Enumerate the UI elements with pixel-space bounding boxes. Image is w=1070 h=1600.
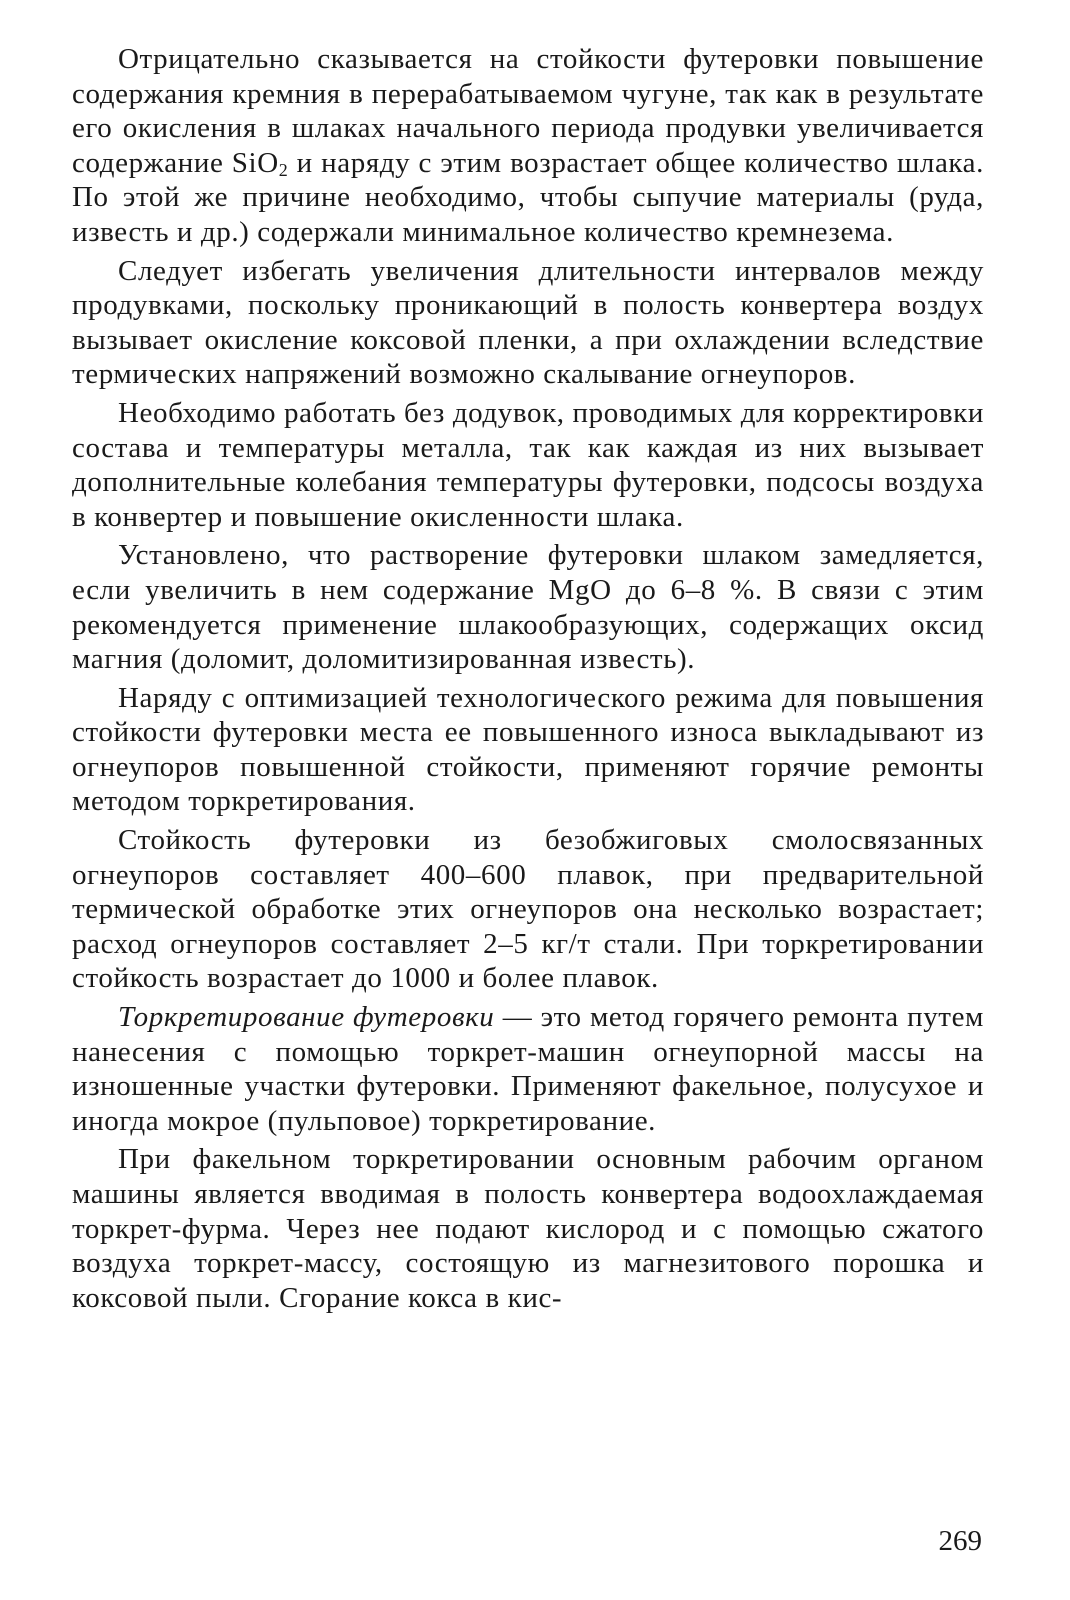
subscript: 2 bbox=[278, 159, 289, 180]
paragraph-text: При факельном торкретировании основным рабочим органом машины является вводимая в полость конвертера водоохлаждаемая торкрет-фурма. Через нее подают кислород и с помощью сжатого воздуха торкрет-массу, состоящую из магнезитового порошка и коксовой пыли. Сгорание кокса в кис- bbox=[72, 1143, 984, 1314]
paragraph-text: Установлено, что растворение футеровки шлаком замедляется, если увеличить в нем содержание MgO до 6–8 %. В связи с этим рекомендуется применение шлакообразующих, содержащих оксид магния (доломит, доломитизированная известь). bbox=[72, 539, 984, 676]
paragraph-text: и наряду с этим возрастает общее количество шлака. По этой же причине необходимо, чтобы сыпучие материалы (руда, известь и др.) содержали минимальное количество кремнезема. bbox=[72, 146, 985, 248]
paragraph-reblows bbox=[72, 396, 984, 534]
paragraph-silicon bbox=[72, 42, 984, 250]
paragraph-text: Следует избегать увеличения длительности интервалов между продувками, поскольку проникающий в полость конвертера воздух вызывает окисление коксовой пленки, а при охлаждении вследствие термических напряжений возможно скалывание огнеупоров. bbox=[72, 254, 984, 391]
paragraph-text: Отрицательно сказывается на стойкости футеровки повышение содержания кремния в перерабатываемом чугуне, так как в результате его окисления в шлаках начального периода продувки увеличивается содержание SiO bbox=[72, 43, 984, 179]
paragraph-text: Наряду с оптимизацией технологического режима для повышения стойкости футеровки места ее повышенного износа выкладывают из огнеупоров повышенной стойкости, применяют горячие ремонты методом торкретирования. bbox=[72, 681, 984, 818]
paragraph-gunning-definition bbox=[72, 1000, 984, 1138]
page-number: 269 bbox=[938, 1525, 982, 1557]
paragraph-durability bbox=[72, 823, 984, 996]
paragraph-flame-gunning bbox=[72, 1142, 984, 1315]
paragraph-optimization bbox=[72, 681, 984, 819]
defined-term: Торкретирование футеровки bbox=[118, 1001, 495, 1034]
body-text bbox=[72, 42, 984, 1315]
paragraph-text: Стойкость футеровки из безобжиговых смолосвязанных огнеупоров составляет 400–600 плавок, при предварительной термической обработке этих огнеупоров она несколько возрастает; расход огнеупоров составляет 2–5 кг/т стали. При торкретировании стойкость возрастает до 1000 и более плавок. bbox=[72, 824, 984, 995]
paragraph-intervals bbox=[72, 254, 984, 392]
paragraph-text: Необходимо работать без додувок, проводимых для корректировки состава и температуры металла, так как каждая из них вызывает дополнительные колебания температуры футеровки, подсосы воздуха в конвертер и повышение окисленности шлака. bbox=[72, 396, 984, 533]
paragraph-text: — это метод горячего ремонта путем нанесения с помощью торкрет-машин огнеупорной массы на изношенные участки футеровки. Применяют факельное, полусухое и иногда мокрое (пульповое) торкретирование. bbox=[72, 1001, 984, 1137]
paragraph-mgo bbox=[72, 538, 984, 676]
